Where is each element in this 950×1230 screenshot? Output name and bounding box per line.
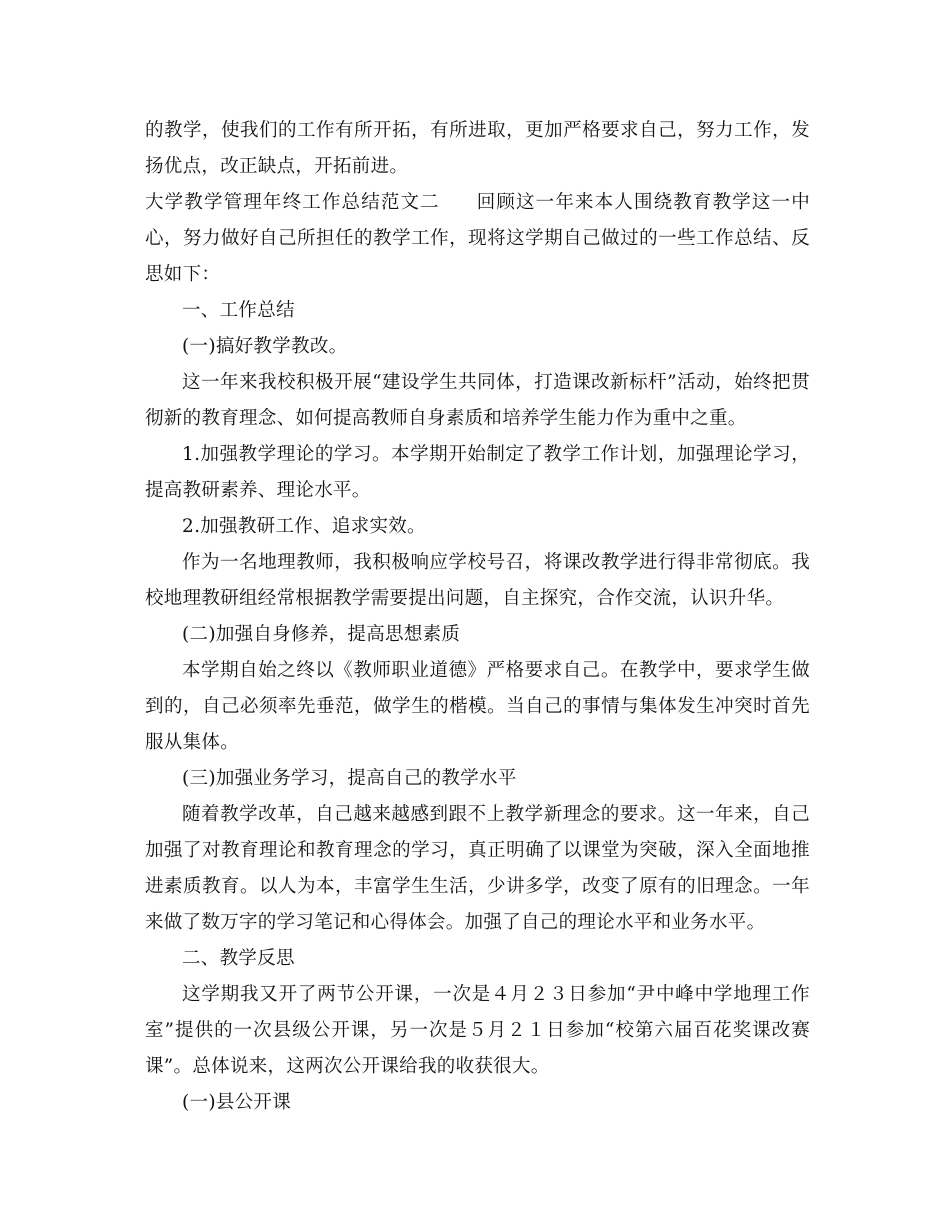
paragraph-continuation: 的教学，使我们的工作有所开拓，有所进取，更加严格要求自己，努力工作，发扬优点，改正缺点，开拓前进。 bbox=[145, 120, 810, 177]
paragraph-intro bbox=[145, 185, 810, 293]
list-item-theory: 1.加强教学理论的学习。本学期开始制定了教学工作计划，加强理论学习，提高教研素养、理论水平。 bbox=[145, 444, 810, 501]
document-title: 大学教学管理年终工作总结范文二 bbox=[145, 192, 440, 213]
section-heading-reflection: 二、教学反思 bbox=[182, 948, 295, 969]
document-body bbox=[145, 113, 810, 1121]
paragraph-open-classes: 这学期我又开了两节公开课，一次是４月２３日参加“尹中峰中学地理工作室”提供的一次县级公开课，另一次是５月２１日参加“校第六届百花奖课改赛课”。总体说来，这两次公开课给我的收获很大。 bbox=[145, 984, 810, 1077]
subheading-self-cultivation: (二)加强自身修养，提高思想素质 bbox=[182, 624, 461, 645]
paragraph-ethics: 本学期自始之终以《教师职业道德》严格要求自己。在教学中，要求学生做到的，自己必须率先垂范，做学生的楷模。当自己的事情与集体发生冲突时首先服从集体。 bbox=[145, 660, 810, 753]
paragraph-geography: 作为一名地理教师，我积极响应学校号召，将课改教学进行得非常彻底。我校地理教研组经常根据教学需要提出问题，自主探究，合作交流，认识升华。 bbox=[145, 552, 810, 609]
section-heading-summary: 一、工作总结 bbox=[182, 300, 295, 321]
subheading-teaching-reform: (一)搞好教学教改。 bbox=[182, 336, 348, 357]
list-item-research: 2.加强教研工作、追求实效。 bbox=[182, 516, 426, 537]
subheading-professional-study: (三)加强业务学习，提高自己的教学水平 bbox=[182, 768, 517, 789]
paragraph-reform: 这一年来我校积极开展“建设学生共同体，打造课改新标杆”活动，始终把贯彻新的教育理念、如何提高教师自身素质和培养学生能力作为重中之重。 bbox=[145, 372, 810, 429]
subheading-county-class: (一)县公开课 bbox=[182, 1092, 292, 1113]
paragraph-reform-study: 随着教学改革，自己越来越感到跟不上教学新理念的要求。这一年来，自己加强了对教育理论和教育理念的学习，真正明确了以课堂为突破，深入全面地推进素质教育。以人为本，丰富学生生活，少讲多学，改变了原有的旧理念。一年来做了数万字的学习笔记和心得体会。加强了自己的理论水平和业务水平。 bbox=[145, 804, 810, 933]
intro-text: 回顾这一年来本人围绕教育教学这一中心，努力做好自己所担任的教学工作，现将这学期自己做过的一些工作总结、反思如下： bbox=[145, 192, 810, 285]
